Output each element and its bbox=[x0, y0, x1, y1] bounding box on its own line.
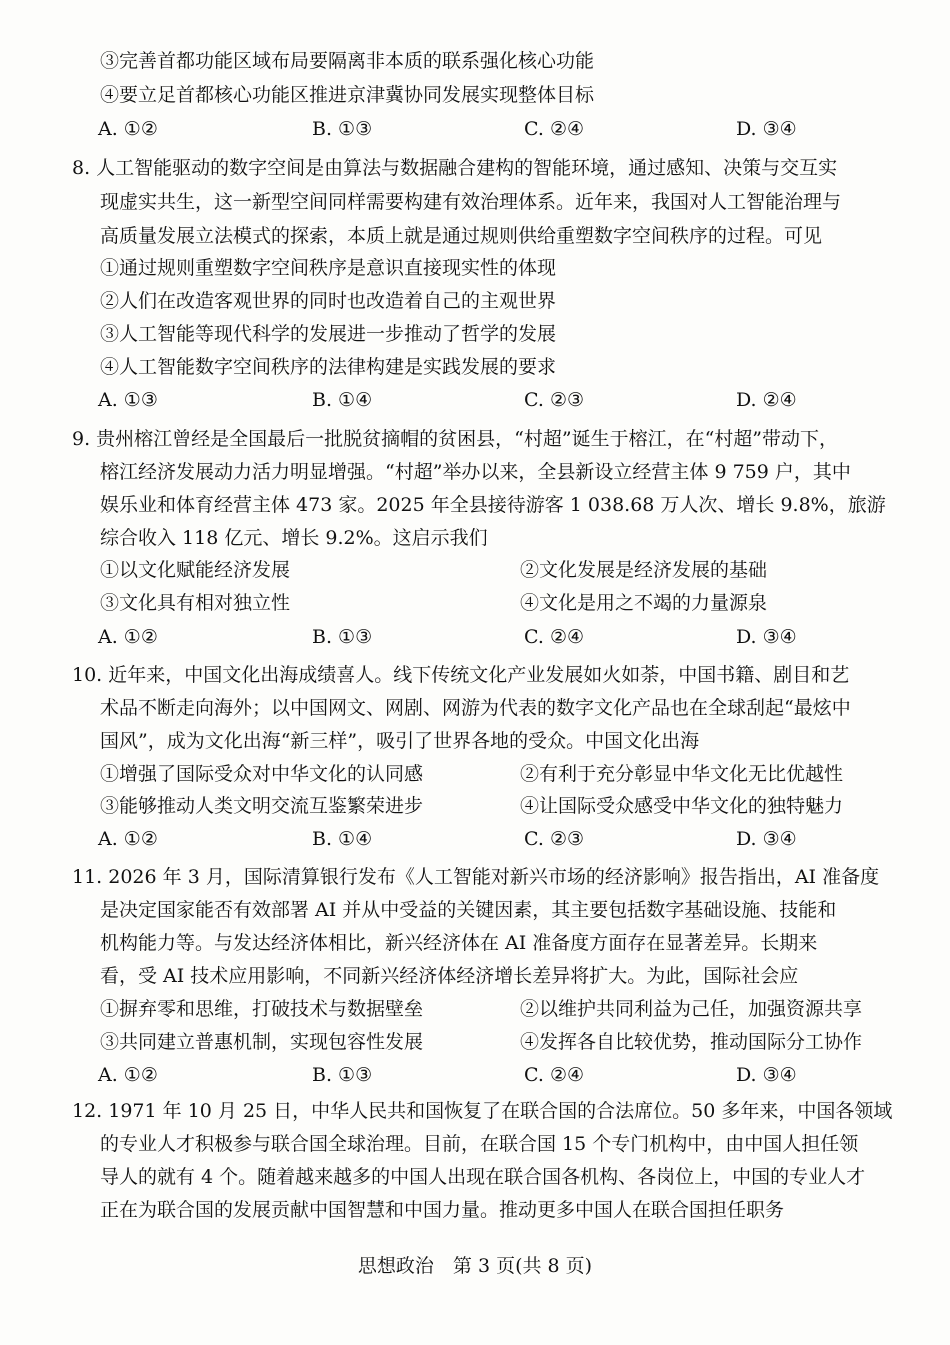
q8-item-1: ①通过规则重塑数字空间秩序是意识直接现实性的体现 bbox=[100, 257, 557, 279]
q11-stem-line-3: 机构能力等。与发达经济体相比，新兴经济体在 AI 准备度方面存在显著差异。长期来 bbox=[100, 932, 818, 954]
q10-option-d: D. ③④ bbox=[736, 828, 797, 850]
q9-stem-line-2: 榕江经济发展动力活力明显增强。“村超”举办以来，全县新设立经营主体 9 759 户，其中 bbox=[100, 461, 851, 483]
q11-stem-line-1: 11. 2026 年 3 月，国际清算银行发布《人工智能对新兴市场的经济影响》报告指出，AI 准备度 bbox=[72, 866, 880, 888]
q11-option-a: A. ①② bbox=[98, 1064, 158, 1086]
q9-option-d: D. ③④ bbox=[736, 626, 797, 648]
q8-stem-line-3: 高质量发展立法模式的探索，本质上就是通过规则供给重塑数字空间秩序的过程。可见 bbox=[100, 225, 823, 247]
q10-option-b: B. ①④ bbox=[312, 828, 373, 850]
q12-stem-line-3: 导人的就有 4 个。随着越来越多的中国人出现在联合国各机构、各岗位上，中国的专业人才 bbox=[100, 1166, 866, 1188]
q9-option-b: B. ①③ bbox=[312, 626, 373, 648]
q10-item-1: ①增强了国际受众对中华文化的认同感 bbox=[100, 763, 424, 785]
q7-option-d: D. ③④ bbox=[736, 118, 797, 140]
q12-stem-line-4: 正在为联合国的发展贡献中国智慧和中国力量。推动更多中国人在联合国担任职务 bbox=[100, 1199, 785, 1221]
q7-item-3: ③完善首都功能区域布局要隔离非本质的联系强化核心功能 bbox=[100, 50, 595, 72]
q10-item-2: ②有利于充分彰显中华文化无比优越性 bbox=[520, 763, 844, 785]
q11-stem-line-2: 是决定国家能否有效部署 AI 并从中受益的关键因素，其主要包括数字基础设施、技能和 bbox=[100, 899, 837, 921]
q9-option-c: C. ②④ bbox=[524, 626, 585, 648]
q9-item-1: ①以文化赋能经济发展 bbox=[100, 559, 291, 581]
q8-option-d: D. ②④ bbox=[736, 389, 797, 411]
q11-option-b: B. ①③ bbox=[312, 1064, 373, 1086]
q10-option-a: A. ①② bbox=[98, 828, 158, 850]
q11-option-d: D. ③④ bbox=[736, 1064, 797, 1086]
q10-item-4: ④让国际受众感受中华文化的独特魅力 bbox=[520, 795, 844, 817]
q10-stem-line-1: 10. 近年来，中国文化出海成绩喜人。线下传统文化产业发展如火如荼，中国书籍、剧目和艺 bbox=[72, 664, 850, 686]
q9-item-4: ④文化是用之不竭的力量源泉 bbox=[520, 592, 768, 614]
page-footer: 思想政治 第 3 页(共 8 页) bbox=[357, 1255, 593, 1277]
q8-option-b: B. ①④ bbox=[312, 389, 373, 411]
q9-item-3: ③文化具有相对独立性 bbox=[100, 592, 291, 614]
q8-item-2: ②人们在改造客观世界的同时也改造着自己的主观世界 bbox=[100, 290, 557, 312]
q11-item-4: ④发挥各自比较优势，推动国际分工协作 bbox=[520, 1031, 863, 1053]
q8-stem-line-1: 8. 人工智能驱动的数字空间是由算法与数据融合建构的智能环境，通过感知、决策与交互实 bbox=[72, 157, 838, 179]
q10-option-c: C. ②③ bbox=[524, 828, 585, 850]
q7-option-c: C. ②④ bbox=[524, 118, 585, 140]
q10-item-3: ③能够推动人类文明交流互鉴繁荣进步 bbox=[100, 795, 424, 817]
q7-option-b: B. ①③ bbox=[312, 118, 373, 140]
q11-item-3: ③共同建立普惠机制，实现包容性发展 bbox=[100, 1031, 424, 1053]
q9-stem-line-1: 9. 贵州榕江曾经是全国最后一批脱贫摘帽的贫困县，“村超”诞生于榕江，在“村超”带动下， bbox=[72, 428, 839, 450]
q11-stem-line-4: 看，受 AI 技术应用影响，不同新兴经济体经济增长差异将扩大。为此，国际社会应 bbox=[100, 965, 799, 987]
q9-stem-line-3: 娱乐业和体育经营主体 473 家。2025 年全县接待游客 1 038.68 万人次、增长 9.8%，旅游 bbox=[100, 494, 886, 516]
q8-option-c: C. ②③ bbox=[524, 389, 585, 411]
q12-stem-line-2: 的专业人才积极参与联合国全球治理。目前，在联合国 15 个专门机构中，由中国人担任领 bbox=[100, 1133, 859, 1155]
q8-stem-line-2: 现虚实共生，这一新型空间同样需要构建有效治理体系。近年来，我国对人工智能治理与 bbox=[100, 191, 842, 213]
q11-item-2: ②以维护共同利益为己任，加强资源共享 bbox=[520, 998, 863, 1020]
q7-item-4: ④要立足首都核心功能区推进京津冀协同发展实现整体目标 bbox=[100, 84, 595, 106]
q7-option-a: A. ①② bbox=[98, 118, 158, 140]
q10-stem-line-3: 国风”，成为文化出海“新三样”，吸引了世界各地的受众。中国文化出海 bbox=[100, 730, 700, 752]
q11-item-1: ①摒弃零和思维，打破技术与数据壁垒 bbox=[100, 998, 424, 1020]
q8-item-3: ③人工智能等现代科学的发展进一步推动了哲学的发展 bbox=[100, 323, 557, 345]
q10-stem-line-2: 术品不断走向海外；以中国网文、网剧、网游为代表的数字文化产品也在全球刮起“最炫中 bbox=[100, 697, 851, 719]
q9-option-a: A. ①② bbox=[98, 626, 158, 648]
q9-item-2: ②文化发展是经济发展的基础 bbox=[520, 559, 768, 581]
q12-stem-line-1: 12. 1971 年 10 月 25 日，中华人民共和国恢复了在联合国的合法席位。50 多年来，中国各领域 bbox=[72, 1100, 893, 1122]
q8-option-a: A. ①③ bbox=[98, 389, 158, 411]
q8-item-4: ④人工智能数字空间秩序的法律构建是实践发展的要求 bbox=[100, 356, 557, 378]
q11-option-c: C. ②④ bbox=[524, 1064, 585, 1086]
q9-stem-line-4: 综合收入 118 亿元、增长 9.2%。这启示我们 bbox=[100, 527, 488, 549]
